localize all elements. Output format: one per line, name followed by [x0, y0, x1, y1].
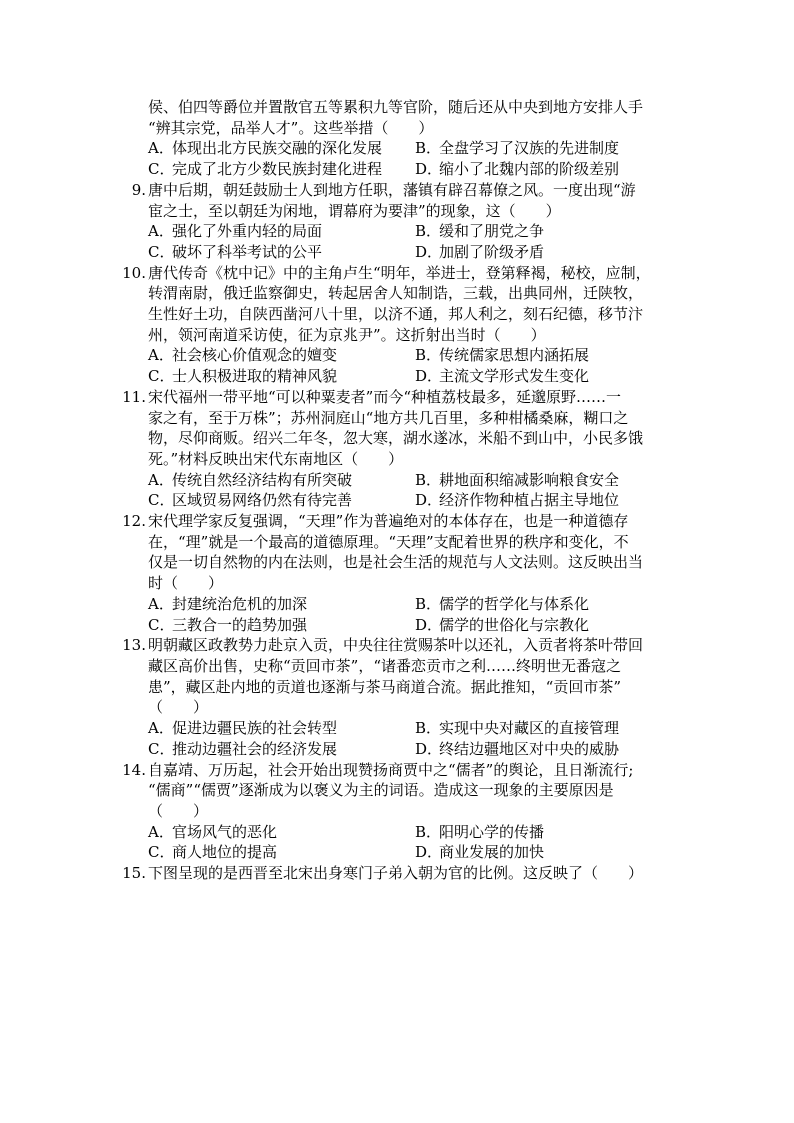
stem-line: 死。”材料反映出宋代东南地区（ ） [148, 449, 404, 468]
option-a[interactable]: A．体现出北方民族交融的深化发展 [148, 139, 383, 158]
stem-line: 转渭南尉，俄迁监察御史，转起居舍人知制诰，三载，出典同州，迁陕牧， [148, 284, 644, 303]
stem-line: （ ） [148, 698, 209, 717]
question-stem [120, 263, 682, 346]
stem-line: 家之有，至于万株”；苏州洞庭山“地方共几百里，多种柑橘桑麻，糊口之 [148, 408, 629, 427]
option-a[interactable]: A．官场风气的恶化 [148, 822, 278, 841]
stem-line: 州，领河南道采访使，征为京兆尹”。这折射出当时（ ） [148, 325, 546, 344]
question-stem [120, 635, 682, 718]
stem-line: “辨其宗党，品举人才”。这些举措（ ） [148, 118, 434, 137]
stem-line: 唐代传奇《枕中记》中的主角卢生“明年，举进士，登第释褐，秘校，应制， [148, 263, 651, 282]
question-stem [120, 97, 682, 138]
option-d[interactable]: D．主流文学形式发生变化 [415, 367, 590, 386]
option-b[interactable]: B．缓和了朋党之争 [415, 222, 545, 241]
option-a[interactable]: A．社会核心价值观念的嬗变 [148, 346, 338, 365]
question-block [120, 263, 682, 387]
stem-line: 下图呈现的是西晋至北宋出身寒门子弟入朝为官的比例。这反映了（ ） [148, 864, 644, 883]
options [120, 594, 682, 635]
options [120, 221, 682, 262]
option-b[interactable]: B．儒学的哲学化与体系化 [415, 594, 590, 613]
stem-line: 藏区高价出售，史称“贡回市茶”，“诸番恋贡市之利……终明世无番寇之 [148, 656, 622, 675]
question-block [120, 180, 682, 263]
option-d[interactable]: D．加剧了阶级矛盾 [415, 242, 545, 261]
question-number: 15. [122, 864, 146, 883]
option-a[interactable]: A．传统自然经济结构有所突破 [148, 470, 353, 489]
option-c[interactable]: C．士人积极进取的精神风貌 [148, 367, 338, 386]
options [120, 470, 682, 511]
stem-line: 时（ ） [148, 574, 224, 593]
option-d[interactable]: D．经济作物种植占据主导地位 [415, 491, 620, 510]
question-number: 14. [122, 760, 146, 779]
stem-line: 宋代理学家反复强调，“天理”作为普遍绝对的本体存在，也是一种道德存 [148, 512, 629, 531]
option-a[interactable]: A．促进边疆民族的社会转型 [148, 719, 338, 738]
question-block [120, 760, 682, 864]
question-number: 11. [122, 387, 146, 406]
question-block [120, 863, 682, 884]
options [120, 138, 682, 179]
question-number: 12. [122, 512, 146, 531]
option-b[interactable]: B．耕地面积缩减影响粮食安全 [415, 470, 620, 489]
question-block [120, 511, 682, 635]
questions [120, 180, 682, 884]
option-c[interactable]: C．完成了北方少数民族封建化进程 [148, 160, 383, 179]
option-b[interactable]: B．阳明心学的传播 [415, 822, 545, 841]
question-stem [120, 760, 682, 822]
stem-line: （ ） [148, 801, 209, 820]
stem-line: 明朝藏区政教势力赴京入贡，中央往往赏赐茶叶以还礼，入贡者将茶叶带回 [148, 636, 644, 655]
options [120, 345, 682, 386]
question-block [120, 635, 682, 759]
option-c[interactable]: C．三教合一的趋势加强 [148, 615, 308, 634]
option-d[interactable]: D．商业发展的加快 [415, 843, 545, 862]
stem-line: 生性好土功，自陕西凿河八十里，以济不通，邦人利之，刻石纪德，移节汴 [148, 305, 644, 324]
question-stem [120, 863, 682, 884]
question-number: 10. [122, 263, 146, 282]
stem-line: 物，尽仰商贩。绍兴二年冬，忽大寒，湖水遂冰，米船不到山中，小民多饿 [148, 429, 644, 448]
stem-line: 在，“理”就是一个最高的道德原理。“天理”支配着世界的秩序和变化，不 [148, 532, 629, 551]
stem-line: 仅是一切自然物的内在法则，也是社会生活的规范与人文法则。这反映出当 [148, 553, 644, 572]
question-block [120, 387, 682, 511]
stem-line: 宦之士，至以朝廷为闲地，谓幕府为要津”的现象，这（ ） [148, 201, 561, 220]
option-d[interactable]: D．终结边疆地区对中央的威胁 [415, 739, 620, 758]
stem-line: 患”，藏区赴内地的贡道也逐渐与茶马商道合流。据此推知，“贡回市茶” [148, 677, 622, 696]
option-c[interactable]: C．区域贸易网络仍然有待完善 [148, 491, 353, 510]
question-number: 9. [131, 180, 146, 199]
stem-line: 自嘉靖、万历起，社会开始出现赞扬商贾中之“儒者”的舆论，且日渐流行; [148, 760, 634, 779]
options [120, 822, 682, 863]
question-stem [120, 387, 682, 470]
option-c[interactable]: C．推动边疆社会的经济发展 [148, 739, 338, 758]
stem-line: “儒商”“儒贾”逐渐成为以褒义为主的词语。造成这一现象的主要原因是 [148, 781, 614, 800]
stem-line: 侯、伯四等爵位并置散官五等累积九等官阶，随后还从中央到地方安排人手 [148, 98, 644, 116]
option-b[interactable]: B．全盘学习了汉族的先进制度 [415, 139, 620, 158]
option-a[interactable]: A．强化了外重内轻的局面 [148, 222, 323, 241]
option-d[interactable]: D．缩小了北魏内部的阶级差别 [415, 160, 620, 179]
option-b[interactable]: B．实现中央对藏区的直接管理 [415, 719, 620, 738]
stem-line: 唐中后期，朝廷鼓励士人到地方任职，藩镇有辟召幕僚之风。一度出现“游 [148, 180, 636, 199]
option-c[interactable]: C．商人地位的提高 [148, 843, 278, 862]
question-8-continuation [120, 97, 682, 180]
question-number: 13. [122, 636, 146, 655]
options [120, 718, 682, 759]
question-stem [120, 511, 682, 594]
question-stem [120, 180, 682, 221]
option-a[interactable]: A．封建统治危机的加深 [148, 594, 308, 613]
option-d[interactable]: D．儒学的世俗化与宗教化 [415, 615, 590, 634]
option-b[interactable]: B．传统儒家思想内涵拓展 [415, 346, 590, 365]
stem-line: 宋代福州一带平地“可以种粟麦者”而今“种植荔枝最多，延邈原野……一 [148, 387, 622, 406]
question-list [120, 97, 682, 884]
option-c[interactable]: C．破坏了科举考试的公平 [148, 242, 323, 261]
